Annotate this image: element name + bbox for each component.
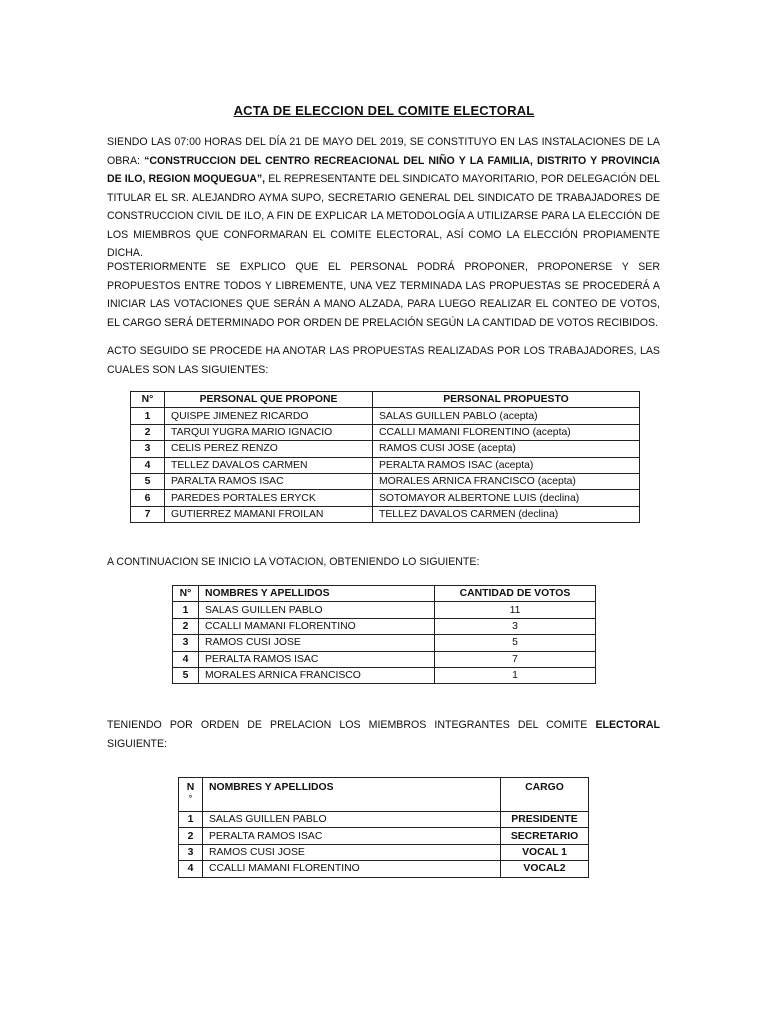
column-header — [179, 778, 203, 812]
table-row — [173, 618, 596, 634]
proposer-cell: PAREDES PORTALES ERYCK — [165, 490, 373, 506]
committee-text-2: SIGUIENTE: — [107, 737, 168, 750]
row-number: 1 — [173, 602, 199, 618]
proposer-cell: QUISPE JIMENEZ RICARDO — [165, 408, 373, 424]
role-cell: VOCAL 1 — [501, 844, 589, 860]
row-number: 3 — [131, 441, 165, 457]
name-cell: MORALES ARNICA FRANCISCO — [199, 667, 435, 683]
committee-table — [178, 777, 589, 878]
table-row — [131, 457, 640, 473]
proposals-paragraph: ACTO SEGUIDO SE PROCEDE HA ANOTAR LAS PROPUESTAS REALIZADAS POR LOS TRABAJADORES, LAS CUALES SON LAS SIGUIENTES: — [107, 345, 660, 376]
proposed-cell: TELLEZ DAVALOS CARMEN (declina) — [373, 506, 640, 522]
row-number: 5 — [131, 473, 165, 489]
votes-cell: 7 — [435, 651, 596, 667]
intro-paragraph — [107, 133, 660, 263]
intro-text-2: EL REPRESENTANTE DEL SINDICATO MAYORITARIO, POR DELEGACIÓN DEL TITULAR EL SR. ALEJANDRO AYMA SUPO, SECRETARIO GENERAL DEL SINDICATO DE TRABAJADORES DE CONSTRUCCION CIVIL DE ILO, A FIN DE EXPLICAR LA METODOLOGÍA A UTILIZARSE PARA LA ELECCIÓN DE LOS MIEMBROS QUE CONFORMARAN EL COMITE ELECTORAL, ASÍ COMO LA ELECCIÓN PROPIAMENTE DICHA. — [107, 173, 660, 259]
header-n: N — [186, 782, 195, 793]
row-number: 3 — [179, 844, 203, 860]
row-number: 2 — [131, 424, 165, 440]
method-paragraph: POSTERIORMENTE SE EXPLICO QUE EL PERSONAL PODRÁ PROPONER, PROPONERSE Y SER PROPUESTOS ENTRE TODOS Y LIBREMENTE, UNA VEZ TERMINADA LAS PROPUESTAS SE PROCEDERÁ A INICIAR LAS VOTACIONES QUE SERÁN A MANO ALZADA, PARA LUEGO REALIZAR EL CONTEO DE VOTOS, EL CARGO SERÁ DETERMINADO POR ORDEN DE PRELACIÓN SEGÚN LA CANTIDAD DE VOTOS RECIBIDOS. — [107, 261, 660, 329]
role-cell: SECRETARIO — [501, 828, 589, 844]
proposer-cell: CELIS PEREZ RENZO — [165, 441, 373, 457]
votes-cell: 5 — [435, 635, 596, 651]
votes-cell: 3 — [435, 618, 596, 634]
row-number: 1 — [179, 812, 203, 828]
table-row — [173, 602, 596, 618]
proposed-cell: CCALLI MAMANI FLORENTINO (acepta) — [373, 424, 640, 440]
row-number: 4 — [173, 651, 199, 667]
committee-text-1: TENIENDO POR ORDEN DE PRELACION LOS MIEMBROS INTEGRANTES DEL COMITE — [107, 719, 596, 731]
proposals-table — [130, 391, 640, 523]
row-number: 3 — [173, 635, 199, 651]
table-row — [131, 473, 640, 489]
row-number: 1 — [131, 408, 165, 424]
table-row — [131, 506, 640, 522]
proposer-cell: TARQUI YUGRA MARIO IGNACIO — [165, 424, 373, 440]
proposer-cell: GUTIERREZ MAMANI FROILAN — [165, 506, 373, 522]
votes-cell: 11 — [435, 602, 596, 618]
table-header-row — [173, 586, 596, 602]
row-number: 4 — [131, 457, 165, 473]
role-cell: PRESIDENTE — [501, 812, 589, 828]
name-cell: SALAS GUILLEN PABLO — [203, 812, 501, 828]
table-row — [173, 667, 596, 683]
name-cell: CCALLI MAMANI FLORENTINO — [199, 618, 435, 634]
name-cell: RAMOS CUSI JOSE — [199, 635, 435, 651]
table-row — [179, 844, 589, 860]
column-header: CARGO — [501, 778, 589, 812]
table-row — [173, 635, 596, 651]
intro-text-1: SIENDO LAS 07:00 HORAS DEL DÍA 21 DE MAYO DEL 2019, SE CONSTITUYO EN LAS INSTALACIONES DE LA OBRA: — [107, 136, 660, 167]
name-cell: SALAS GUILLEN PABLO — [199, 602, 435, 618]
table-header-row — [179, 778, 589, 812]
name-cell: RAMOS CUSI JOSE — [203, 844, 501, 860]
row-number: 5 — [173, 667, 199, 683]
row-number: 4 — [179, 861, 203, 877]
proposed-cell: RAMOS CUSI JOSE (acepta) — [373, 441, 640, 457]
project-name: “CONSTRUCCION DEL CENTRO RECREACIONAL DEL NIÑO Y LA FAMILIA, DISTRITO Y PROVINCIA DE ILO, REGION MOQUEGUA”, — [107, 154, 660, 185]
table-header-row — [131, 392, 640, 408]
column-header: N° — [173, 586, 199, 602]
role-cell: VOCAL2 — [501, 861, 589, 877]
proposed-cell: SOTOMAYOR ALBERTONE LUIS (declina) — [373, 490, 640, 506]
votes-table — [172, 585, 596, 684]
column-header: CANTIDAD DE VOTOS — [435, 586, 596, 602]
row-number: 6 — [131, 490, 165, 506]
voting-paragraph: A CONTINUACION SE INICIO LA VOTACION, OBTENIENDO LO SIGUIENTE: — [107, 556, 480, 568]
name-cell: PERALTA RAMOS ISAC — [199, 651, 435, 667]
row-number: 7 — [131, 506, 165, 522]
column-header: N° — [131, 392, 165, 408]
table-row — [131, 490, 640, 506]
proposed-cell: PERALTA RAMOS ISAC (acepta) — [373, 457, 640, 473]
name-cell: CCALLI MAMANI FLORENTINO — [203, 861, 501, 877]
column-header: NOMBRES Y APELLIDOS — [199, 586, 435, 602]
name-cell: PERALTA RAMOS ISAC — [203, 828, 501, 844]
table-row — [179, 812, 589, 828]
row-number: 2 — [179, 828, 203, 844]
proposed-cell: MORALES ARNICA FRANCISCO (acepta) — [373, 473, 640, 489]
committee-bold-word: ELECTORAL — [595, 719, 660, 731]
proposer-cell: TELLEZ DAVALOS CARMEN — [165, 457, 373, 473]
proposer-cell: PARALTA RAMOS ISAC — [165, 473, 373, 489]
table-row — [173, 651, 596, 667]
column-header: PERSONAL PROPUESTO — [373, 392, 640, 408]
committee-paragraph — [107, 716, 660, 753]
table-row — [179, 861, 589, 877]
document-title: ACTA DE ELECCION DEL COMITE ELECTORAL — [233, 103, 535, 118]
column-header: PERSONAL QUE PROPONE — [165, 392, 373, 408]
table-row — [179, 828, 589, 844]
row-number: 2 — [173, 618, 199, 634]
votes-cell: 1 — [435, 667, 596, 683]
header-n-sub: ° — [188, 794, 193, 803]
proposed-cell: SALAS GUILLEN PABLO (acepta) — [373, 408, 640, 424]
table-row — [131, 408, 640, 424]
column-header: NOMBRES Y APELLIDOS — [203, 778, 501, 812]
table-row — [131, 441, 640, 457]
table-row — [131, 424, 640, 440]
